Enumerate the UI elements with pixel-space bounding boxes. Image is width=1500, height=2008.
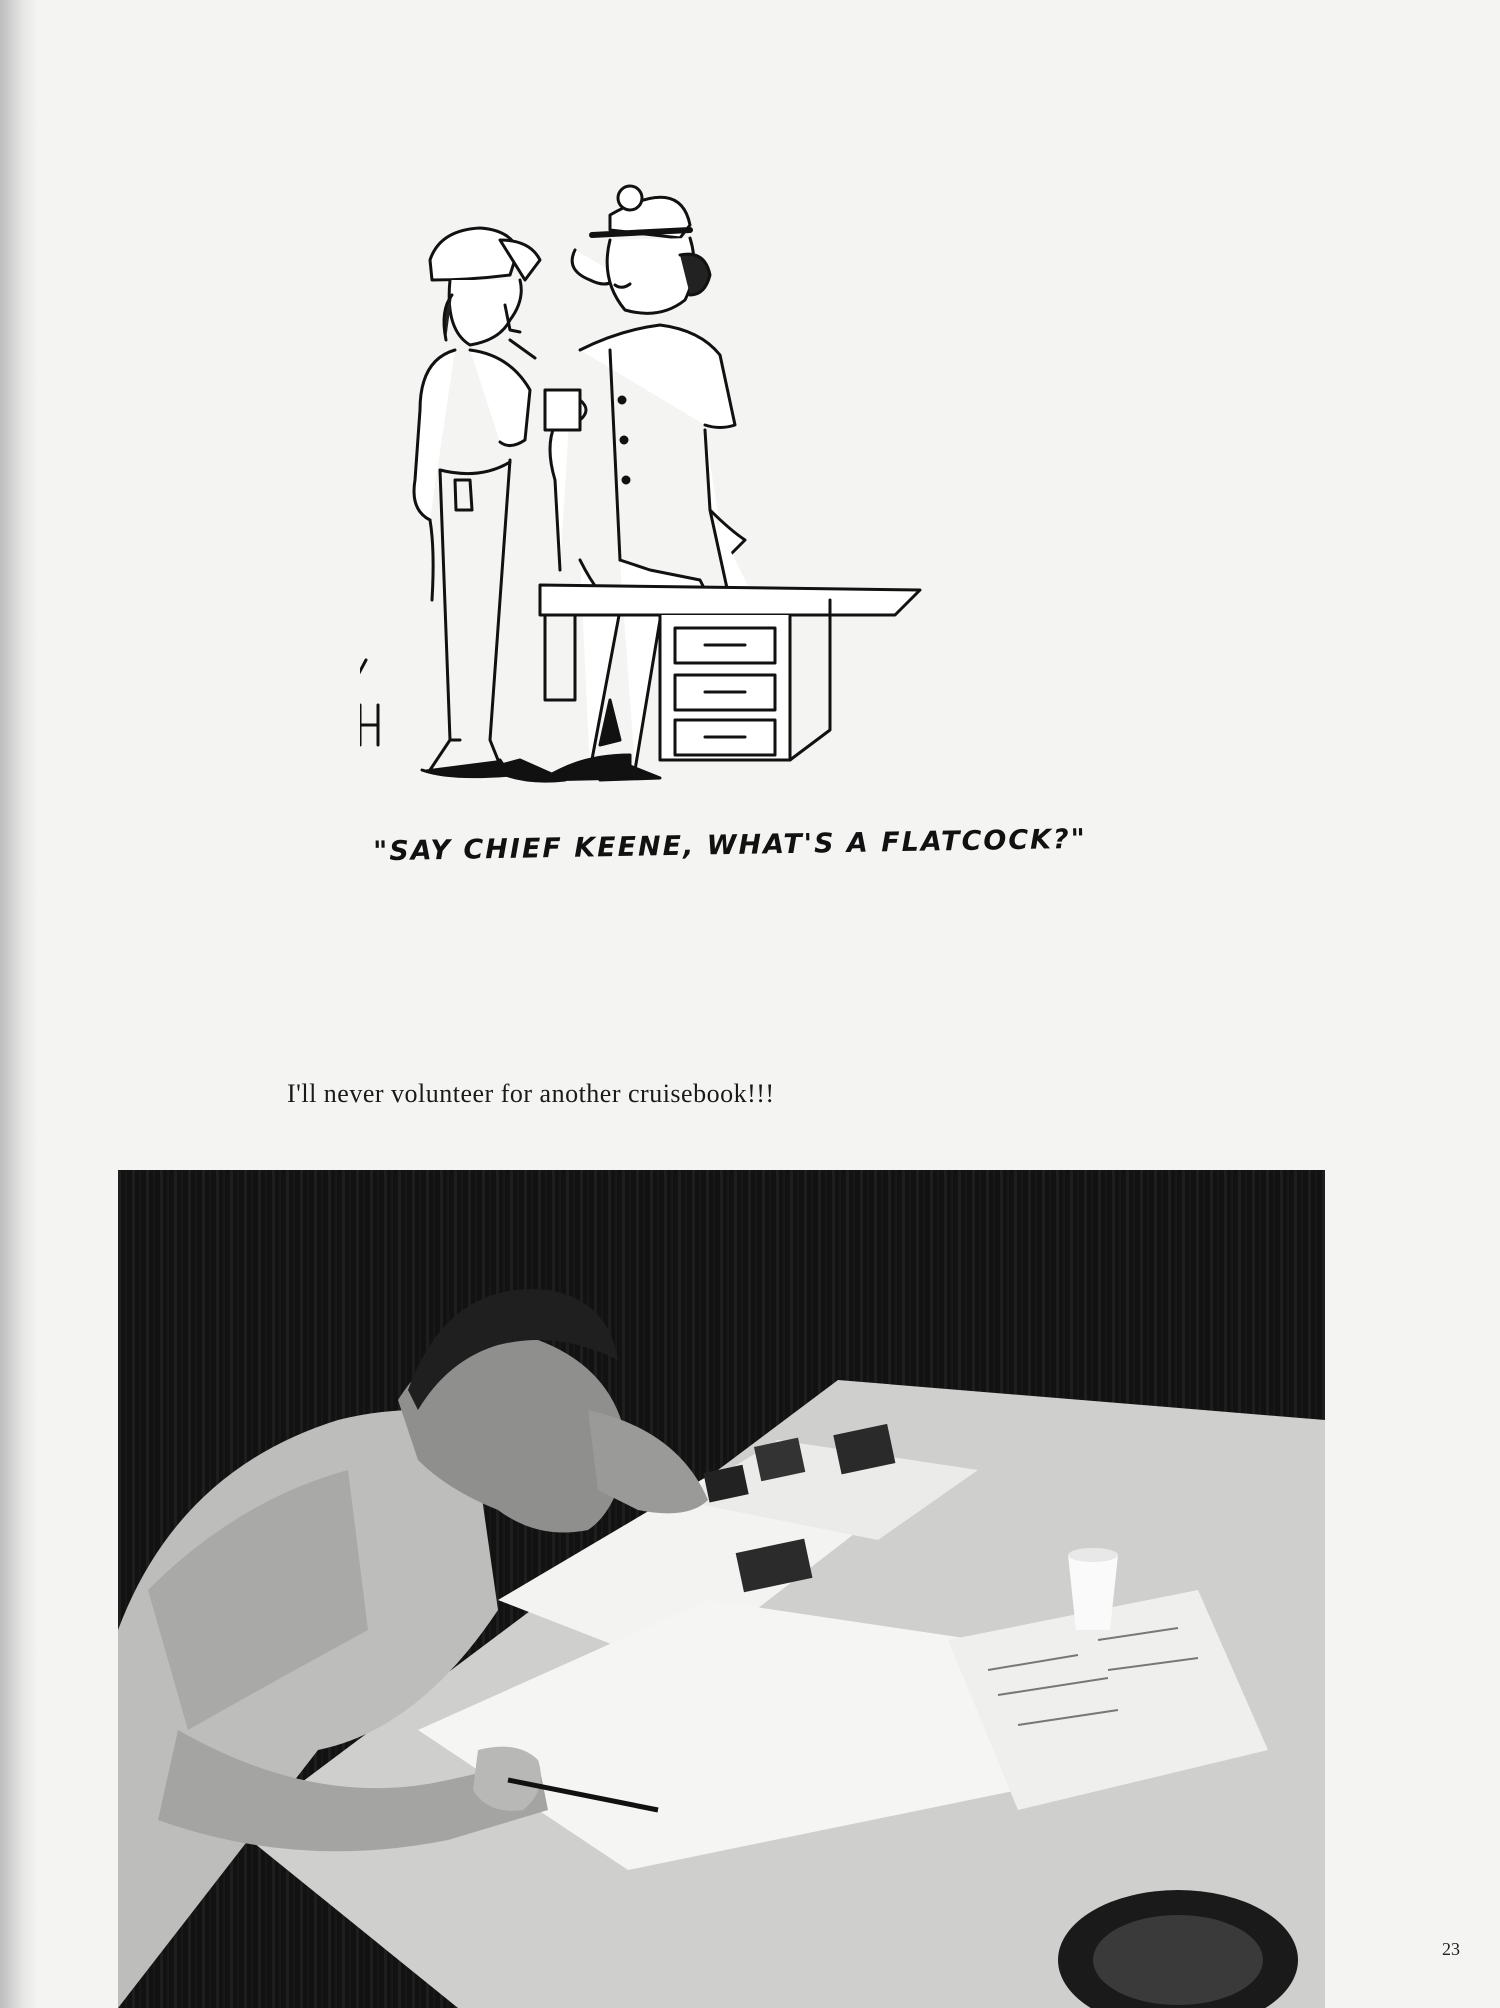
page-gutter-shadow	[0, 0, 38, 2008]
cartoon-caption: "SAY CHIEF KEENE, WHAT'S A FLATCOCK?"	[372, 823, 1088, 868]
sailor-figure	[414, 228, 565, 781]
cartoon-illustration	[360, 180, 1080, 800]
artist-signature	[360, 660, 378, 745]
page-number: 23	[1442, 1939, 1460, 1959]
page-note: I'll never volunteer for another cruisebook!!!	[287, 1079, 775, 1108]
photo-man-working-on-cruisebook	[118, 1170, 1325, 2008]
